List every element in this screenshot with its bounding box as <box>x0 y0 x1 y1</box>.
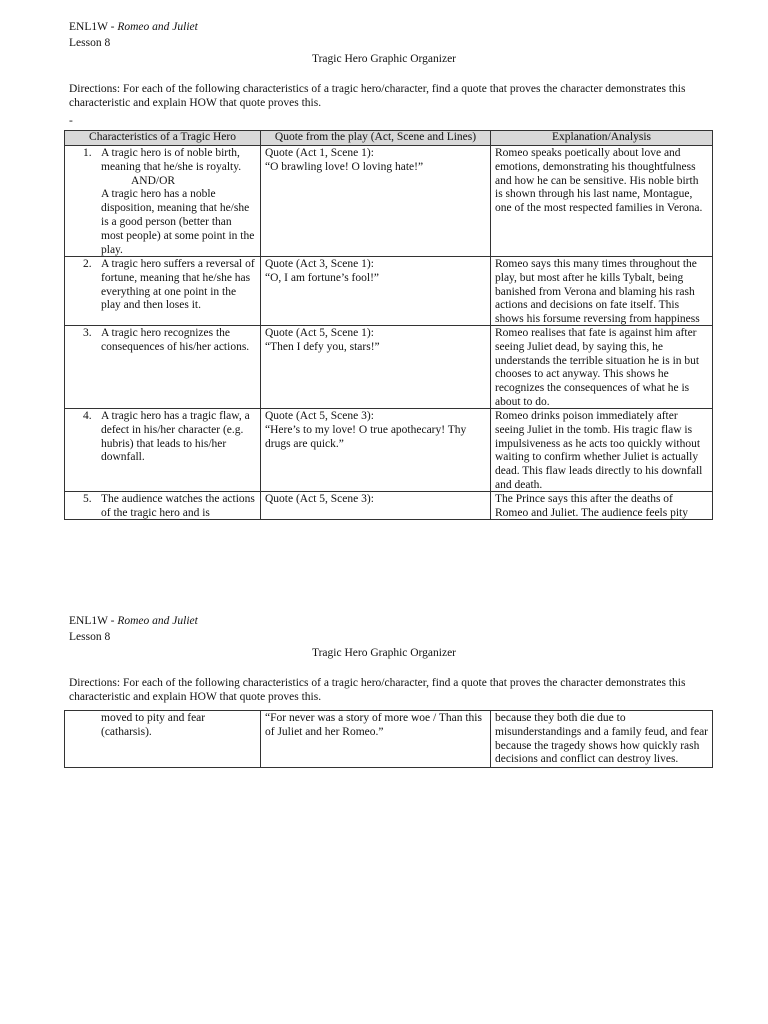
analysis-cell <box>491 326 713 409</box>
quote-cell <box>261 409 491 492</box>
page-title: Tragic Hero Graphic Organizer <box>311 647 457 659</box>
table-row <box>65 492 713 520</box>
quote-text: “O, I am fortune’s fool!” <box>265 271 380 284</box>
quote-cell <box>261 146 491 257</box>
course-title: Romeo and Juliet <box>117 615 198 627</box>
quote-text: “Then I defy you, stars!” <box>265 340 380 353</box>
item-number: 2. <box>83 258 92 270</box>
column-header: Characteristics of a Tragic Hero <box>65 131 261 146</box>
table-row <box>65 409 713 492</box>
table-row <box>65 711 713 768</box>
analysis-text: Romeo says this many times throughout the play, but most after he kills Tybalt, being banished from Verona and blaming his rash actions and decisions on fate itself. This shows his forsume reversing from happiness <box>495 258 700 325</box>
analysis-text: Romeo realises that fate is against him after seeing Juliet dead, by saying this, he understands the terrible situation he is in but chooses to act anyway. This shows he recognizes the consequences of what he is about to do. <box>495 327 700 408</box>
characteristic-text: The audience watches the actions of the tragic hero and is <box>101 493 255 519</box>
analysis-text: The Prince says this after the deaths of Romeo and Juliet. The audience feels pity <box>495 493 688 519</box>
numbered-item <box>69 258 256 313</box>
course-header <box>69 21 198 35</box>
table-header-row <box>65 131 713 146</box>
organizer-table-continued <box>64 710 713 768</box>
characteristic-text: A tragic hero recognizes the consequences of his/her actions. <box>101 327 250 353</box>
characteristic-cell <box>65 711 261 768</box>
page-title: Tragic Hero Graphic Organizer <box>311 53 457 65</box>
characteristic-text: A tragic hero has a tragic flaw, a defect in his/her character (e.g. hubris) that leads to his/her downfall. <box>101 410 250 464</box>
quote-reference: Quote (Act 5, Scene 1): <box>265 327 374 339</box>
numbered-item <box>69 410 256 465</box>
quote-cell <box>261 492 491 520</box>
characteristic-cell <box>65 146 261 257</box>
analysis-text: because they both die due to misunderstandings and a family feud, and fear because the tragedy shows how quickly rash decisions and conflict can destroy lives. <box>495 712 709 766</box>
item-number: 3. <box>83 327 92 339</box>
characteristic-text: A tragic hero suffers a reversal of fortune, meaning that he/she has everything at one point in the play and then loses it. <box>101 258 255 312</box>
quote-reference: Quote (Act 1, Scene 1): <box>265 147 374 159</box>
characteristic-cell <box>65 326 261 409</box>
quote-reference: Quote (Act 3, Scene 1): <box>265 258 374 270</box>
quote-reference: Quote (Act 5, Scene 3): <box>265 410 374 422</box>
quote-reference: Quote (Act 5, Scene 3): <box>265 493 374 505</box>
column-header: Quote from the play (Act, Scene and Lines) <box>261 131 491 146</box>
characteristic-text-2: A tragic hero has a noble disposition, meaning that he/she is a good person (better than most people) at some point in the play. <box>101 188 255 256</box>
lesson-label: Lesson 8 <box>69 631 111 643</box>
quote-text: “Here’s to my love! O true apothecary! Thy drugs are quick.” <box>265 423 467 450</box>
directions-text: Directions: For each of the following characteristics of a tragic hero/character, find a quote that proves the character demonstrates this characteristic and explain HOW that quote proves this. <box>69 83 686 109</box>
quote-cell <box>261 326 491 409</box>
analysis-cell <box>491 409 713 492</box>
characteristic-cell <box>65 409 261 492</box>
numbered-item <box>69 493 256 519</box>
and-or-label: AND/OR <box>131 174 176 187</box>
analysis-text: Romeo drinks poison immediately after seeing Juliet in the tomb. His tragic flaw is impulsiveness as he acts too quickly without waiting to confirm whether Juliet is actually dead. This flaw leads directly to his downfall and death. <box>495 410 703 491</box>
page-2 <box>0 594 768 1024</box>
course-header <box>69 615 198 629</box>
lesson-label: Lesson 8 <box>69 37 111 49</box>
analysis-cell <box>491 492 713 520</box>
column-header: Explanation/Analysis <box>491 131 713 146</box>
table-row <box>65 257 713 326</box>
table-row <box>65 326 713 409</box>
numbered-item <box>69 327 256 355</box>
quote-text: “For never was a story of more woe / Than this of Juliet and her Romeo.” <box>265 712 482 738</box>
numbered-item <box>69 147 256 175</box>
analysis-cell <box>491 146 713 257</box>
characteristic-text: A tragic hero is of noble birth, meaning that he/she is royalty. <box>101 147 242 173</box>
course-title: Romeo and Juliet <box>117 21 198 33</box>
item-number: 5. <box>83 493 92 505</box>
dash-marker: - <box>69 115 73 127</box>
analysis-text: Romeo speaks poetically about love and emotions, demonstrating his thoughtfulness and how he can be sensitive. His noble birth is shown through his last name, Montague, one of the most respected families in Verona. <box>495 147 703 215</box>
quote-cell <box>261 711 491 768</box>
course-code: ENL1W - <box>69 21 118 33</box>
organizer-table <box>64 130 713 520</box>
characteristic-cell <box>65 257 261 326</box>
directions-text: Directions: For each of the following characteristics of a tragic hero/character, find a quote that proves the character demonstrates this characteristic and explain HOW that quote proves this. <box>69 677 686 703</box>
characteristic-cell <box>65 492 261 520</box>
characteristic-text: moved to pity and fear (catharsis). <box>101 712 206 738</box>
quote-text: “O brawling love! O loving hate!” <box>265 160 424 173</box>
quote-cell <box>261 257 491 326</box>
analysis-cell <box>491 257 713 326</box>
table-row <box>65 146 713 257</box>
item-number: 1. <box>83 147 92 159</box>
item-number: 4. <box>83 410 92 422</box>
course-code: ENL1W - <box>69 615 118 627</box>
analysis-cell <box>491 711 713 768</box>
